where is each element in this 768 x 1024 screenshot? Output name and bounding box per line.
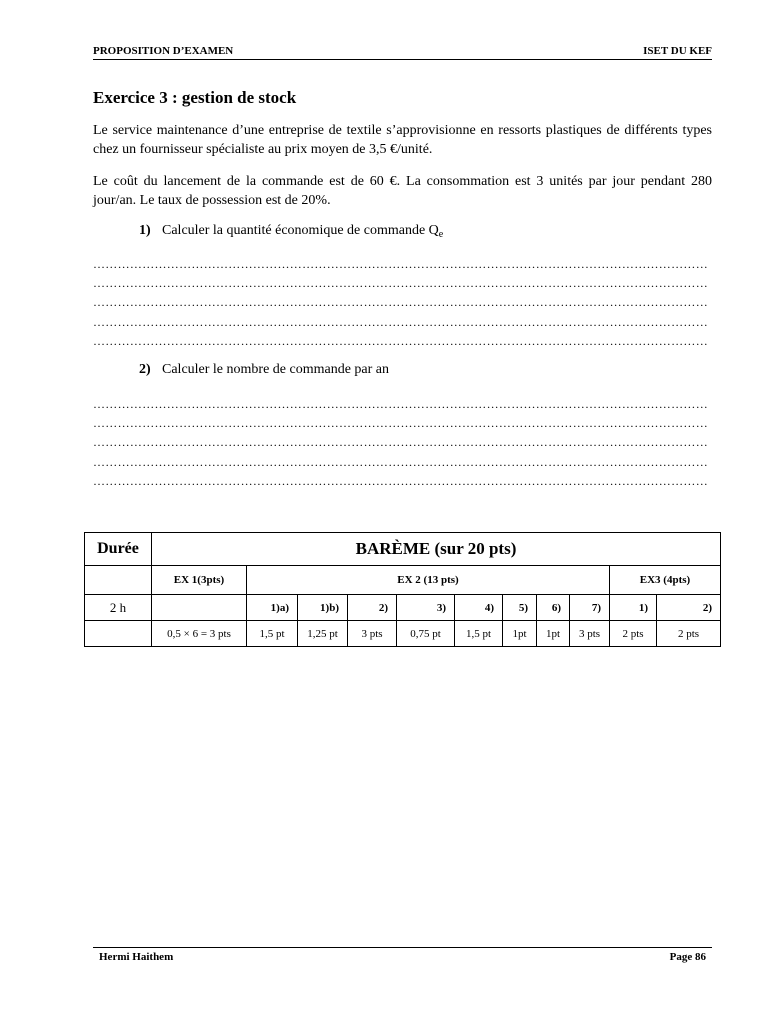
header-title: PROPOSITION D’EXAMEN (93, 45, 234, 57)
page-footer (93, 947, 712, 966)
answer-lines-2 (93, 395, 712, 491)
bareme-table (84, 532, 721, 647)
exercise-title: Exercice 3 : gestion de stock (93, 88, 297, 107)
duree-header: Durée (85, 533, 152, 566)
question-1 (139, 223, 443, 239)
dotted-line: …………………………………………………………………………………………………………………………………… (93, 295, 708, 310)
question-subheader: 1)a) (247, 595, 298, 621)
duration-spacer (85, 621, 152, 647)
dotted-line: …………………………………………………………………………………………………………………………………… (93, 314, 708, 329)
question-points: 1,5 pt (247, 621, 298, 647)
bareme-title: BARÈME (sur 20 pts) (152, 533, 721, 566)
ex2-header: EX 2 (13 pts) (247, 566, 610, 595)
question-1-subscript: e (438, 229, 444, 240)
question-subheader: 2) (657, 595, 721, 621)
question-subheader: 4) (455, 595, 503, 621)
dotted-line: …………………………………………………………………………………………………………………………………… (93, 454, 708, 469)
question-points: 1pt (537, 621, 570, 647)
question-points: 3 pts (570, 621, 610, 647)
question-points: 0,75 pt (397, 621, 455, 647)
ex3-header: EX3 (4pts) (610, 566, 721, 595)
exercise-paragraph-1: Le service maintenance d’une entreprise de textile s’approvisionne en ressorts plastiques de différents types chez un fournisseur spécialiste au prix moyen de 3,5 €/unité. (93, 123, 712, 157)
duration-value: 2 h (85, 595, 152, 621)
question-2 (139, 362, 389, 378)
answer-lines-1 (93, 255, 712, 351)
dotted-line: …………………………………………………………………………………………………………………………………… (93, 276, 708, 291)
dotted-line: …………………………………………………………………………………………………………………………………… (93, 397, 708, 411)
question-subheader: 5) (503, 595, 537, 621)
question-points: 3 pts (348, 621, 397, 647)
question-1-number: 1) (139, 223, 151, 238)
question-points: 1,5 pt (455, 621, 503, 647)
header-institution: ISET DU KEF (643, 45, 712, 57)
question-subheader: 7) (570, 595, 610, 621)
ex1-header: EX 1(3pts) (152, 566, 247, 595)
question-subheader: 3) (397, 595, 455, 621)
dotted-line: …………………………………………………………………………………………………………………………………… (93, 257, 708, 271)
question-points: 2 pts (610, 621, 657, 647)
dotted-line: …………………………………………………………………………………………………………………………………… (93, 435, 708, 450)
question-points: 1,25 pt (298, 621, 348, 647)
question-points: 2 pts (657, 621, 721, 647)
dotted-line: …………………………………………………………………………………………………………………………………… (93, 416, 708, 431)
question-subheader: 2) (348, 595, 397, 621)
footer-author: Hermi Haithem (99, 951, 174, 963)
footer-page-number: Page 86 (669, 951, 706, 963)
question-2-number: 2) (139, 362, 151, 377)
ex1-points: 0,5 × 6 = 3 pts (152, 621, 247, 647)
duree-spacer (85, 566, 152, 595)
question-subheader: 6) (537, 595, 570, 621)
dotted-line: …………………………………………………………………………………………………………………………………… (93, 333, 708, 348)
question-subheader: 1)b) (298, 595, 348, 621)
question-points: 1pt (503, 621, 537, 647)
question-1-text: Calculer la quantité économique de commande Q (162, 223, 439, 238)
dotted-line: …………………………………………………………………………………………………………………………………… (93, 473, 708, 488)
exercise-paragraph-2: Le coût du lancement de la commande est de 60 €. La consommation est 3 unités par jour pendant 280 jour/an. Le taux de possession est de 20%. (93, 174, 712, 208)
question-subheader: 1) (610, 595, 657, 621)
ex1-subheader-empty (152, 595, 247, 621)
page-header (93, 44, 712, 60)
question-2-text: Calculer le nombre de commande par an (162, 362, 390, 377)
